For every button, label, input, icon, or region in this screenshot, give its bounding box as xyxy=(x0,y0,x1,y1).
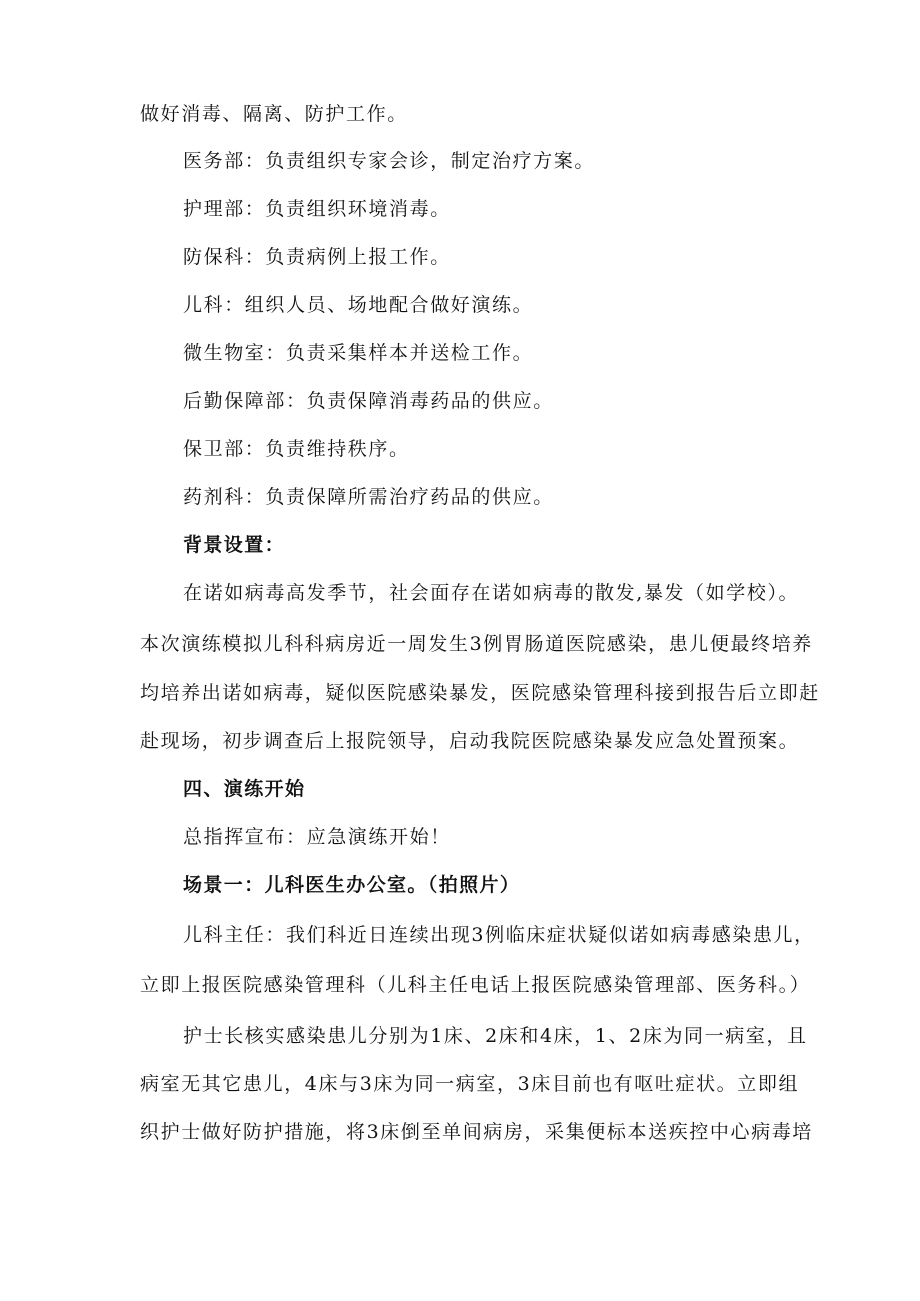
text-line: 儿科：组织人员、场地配合做好演练。 xyxy=(183,294,534,316)
text-line: 护士长核实感染患儿分别为1床、2床和4床，1、2床为同一病室，且 xyxy=(183,1025,808,1047)
text-line: 保卫部：负责维持秩序。 xyxy=(183,438,410,460)
text-line: 均培养出诺如病毒，疑似医院感染暴发，医院感染管理科接到报告后立即赶 xyxy=(140,682,820,704)
text-line: 护理部：负责组织环境消毒。 xyxy=(183,198,451,220)
text-line: 总指挥宣布：应急演练开始！ xyxy=(183,826,451,848)
text-line: 织护士做好防护措施，将3床倒至单间病房，采集便标本送疾控中心病毒培 xyxy=(140,1121,813,1143)
text-line: 病室无其它患儿，4床与3床为同一病室，3床目前也有呕吐症状。立即组 xyxy=(140,1073,800,1095)
section-heading: 场景一：儿科医生办公室。（拍照片） xyxy=(183,874,521,896)
section-heading: 背景设置： xyxy=(183,534,286,556)
text-line: 立即上报医院感染管理科（儿科主任电话上报医院感染管理部、医务科。） xyxy=(140,974,811,996)
text-line: 防保科：负责病例上报工作。 xyxy=(183,246,451,268)
text-line: 医务部：负责组织专家会诊，制定治疗方案。 xyxy=(183,150,596,172)
text-line: 后勤保障部：负责保障消毒药品的供应。 xyxy=(183,390,554,412)
text-line: 赴现场，初步调查后上报院领导，启动我院医院感染暴发应急处置预案。 xyxy=(140,730,800,752)
section-heading: 四、演练开始 xyxy=(183,778,306,800)
text-line: 微生物室：负责采集样本并送检工作。 xyxy=(183,342,534,364)
text-line: 本次演练模拟儿科科病房近一周发生3例胃肠道医院感染，患儿便最终培养 xyxy=(140,633,813,655)
text-line: 在诺如病毒高发季节，社会面存在诺如病毒的散发,暴发（如学校）。 xyxy=(183,582,800,604)
text-line: 做好消毒、隔离、防护工作。 xyxy=(140,103,408,125)
text-line: 儿科主任：我们科近日连续出现3例临床症状疑似诺如病毒感染患儿， xyxy=(183,924,815,946)
text-line: 药剂科：负责保障所需治疗药品的供应。 xyxy=(183,486,554,508)
